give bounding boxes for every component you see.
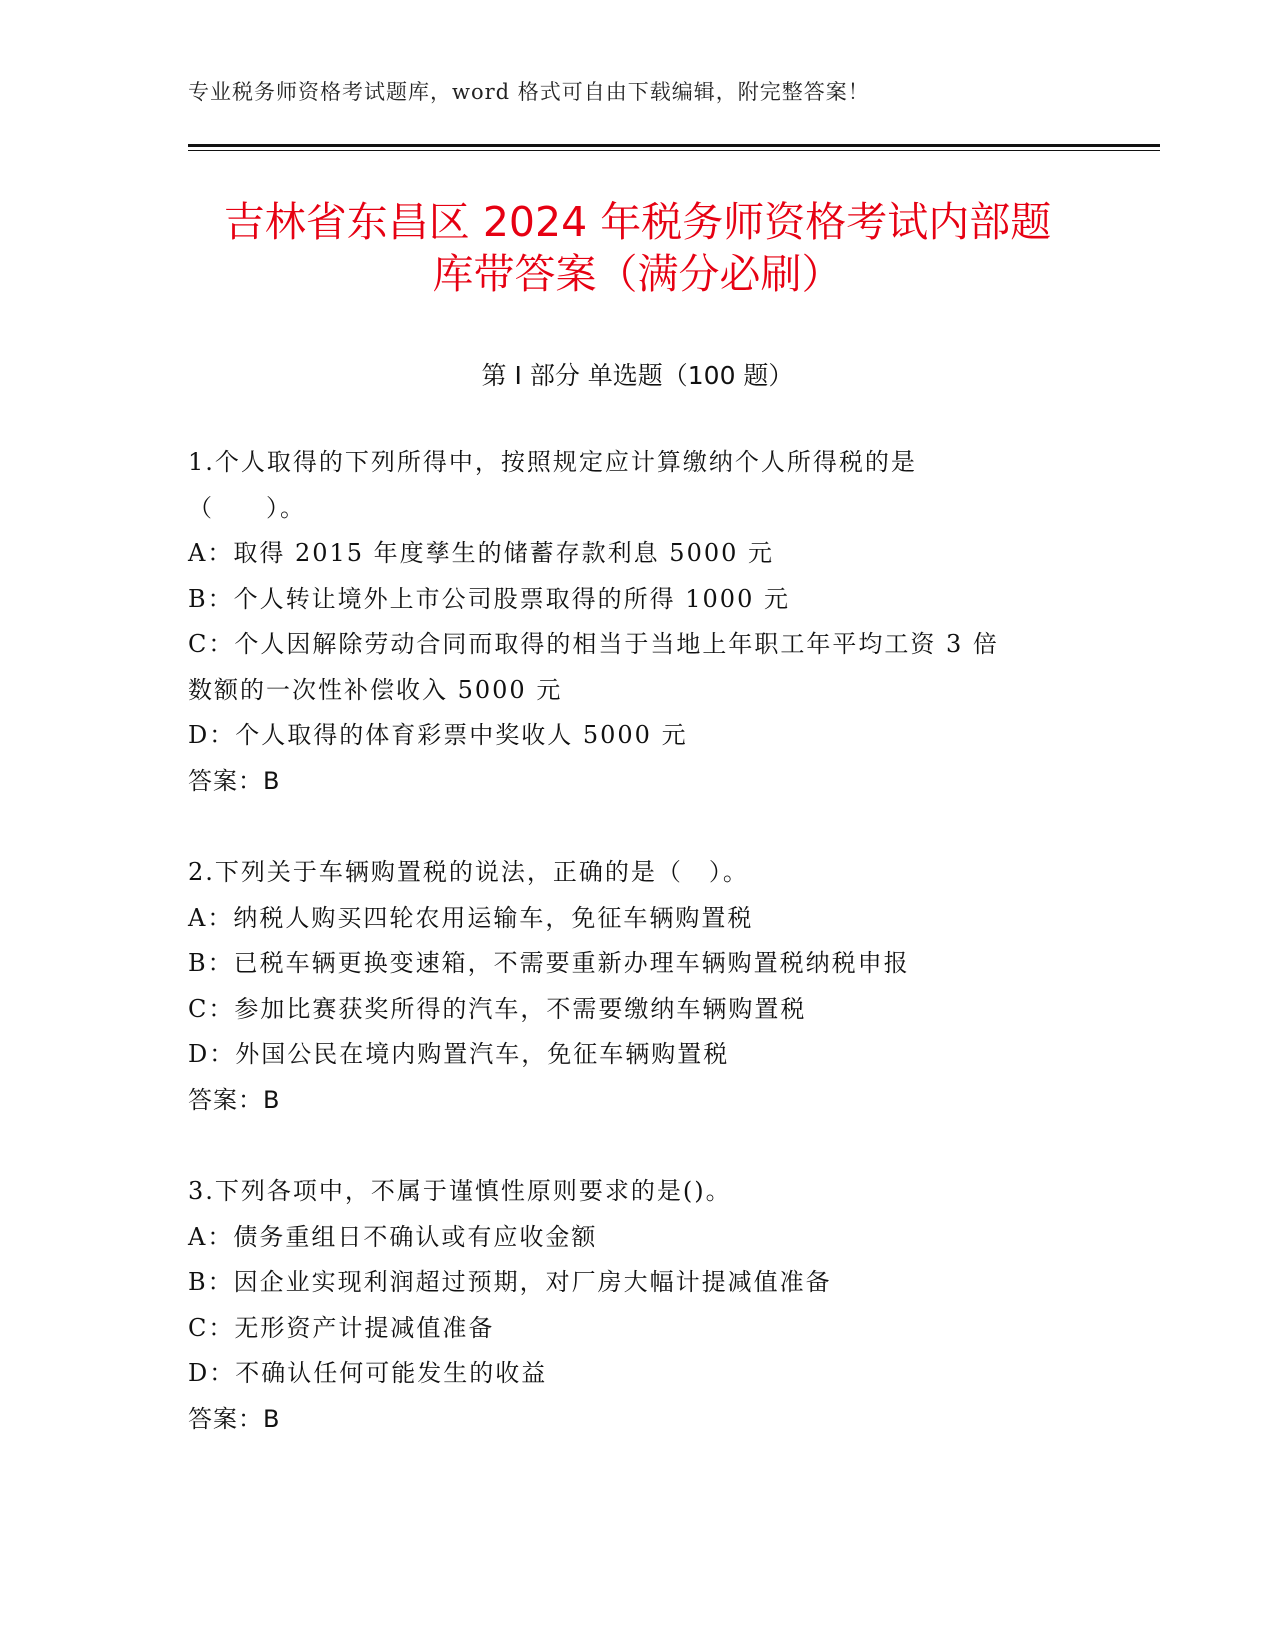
title-line-2: 库带答案（满分必刷） bbox=[432, 250, 843, 298]
question-list bbox=[188, 440, 1088, 1488]
header-divider-thin bbox=[188, 150, 1160, 151]
header-note: 专业税务师资格考试题库，word 格式可自由下载编辑，附完整答案！ bbox=[188, 80, 870, 104]
question-item bbox=[188, 440, 1088, 804]
question-stem: 2.下列关于车辆购置税的说法，正确的是（ ）。 bbox=[188, 858, 749, 886]
title-line-1: 吉林省东昌区 2024 年税务师资格考试内部题 bbox=[223, 198, 1052, 246]
option-b: B：个人转让境外上市公司股票取得的所得 1000 元 bbox=[188, 584, 790, 613]
answer-label: 答案：B bbox=[188, 766, 281, 795]
option-b: B：因企业实现利润超过预期，对厂房大幅计提减值准备 bbox=[188, 1268, 832, 1296]
option-b: B：已税车辆更换变速箱，不需要重新办理车辆购置税纳税申报 bbox=[188, 949, 910, 977]
option-c: C：参加比赛获奖所得的汽车，不需要缴纳车辆购置税 bbox=[188, 994, 807, 1023]
option-d: D：不确认任何可能发生的收益 bbox=[188, 1359, 548, 1387]
question-stem: 3.下列各项中，不属于谨慎性原则要求的是()。 bbox=[188, 1177, 732, 1205]
option-a: A：债务重组日不确认或有应收金额 bbox=[188, 1222, 598, 1251]
option-d: D：个人取得的体育彩票中奖收人 5000 元 bbox=[188, 721, 688, 749]
option-a: A：纳税人购买四轮农用运输车，免征车辆购置税 bbox=[188, 903, 754, 932]
question-item bbox=[188, 850, 1088, 1123]
section-heading: 第 I 部分 单选题（100 题） bbox=[481, 361, 794, 390]
question-stem: 1.个人取得的下列所得中，按照规定应计算缴纳个人所得税的是（ ）。 bbox=[188, 448, 917, 522]
header-divider-thick bbox=[188, 144, 1160, 147]
question-item bbox=[188, 1169, 1088, 1442]
option-d: D：外国公民在境内购置汽车，免征车辆购置税 bbox=[188, 1040, 730, 1068]
option-a: A：取得 2015 年度孳生的储蓄存款利息 5000 元 bbox=[188, 539, 775, 567]
document-title bbox=[150, 196, 1125, 300]
option-c: C：个人因解除劳动合同而取得的相当于当地上年职工年平均工资 3 倍数额的一次性补偿收入 5000 元 bbox=[188, 630, 999, 704]
answer-label: 答案：B bbox=[188, 1085, 281, 1114]
answer-label: 答案：B bbox=[188, 1404, 281, 1433]
option-c: C：无形资产计提减值准备 bbox=[188, 1313, 495, 1342]
